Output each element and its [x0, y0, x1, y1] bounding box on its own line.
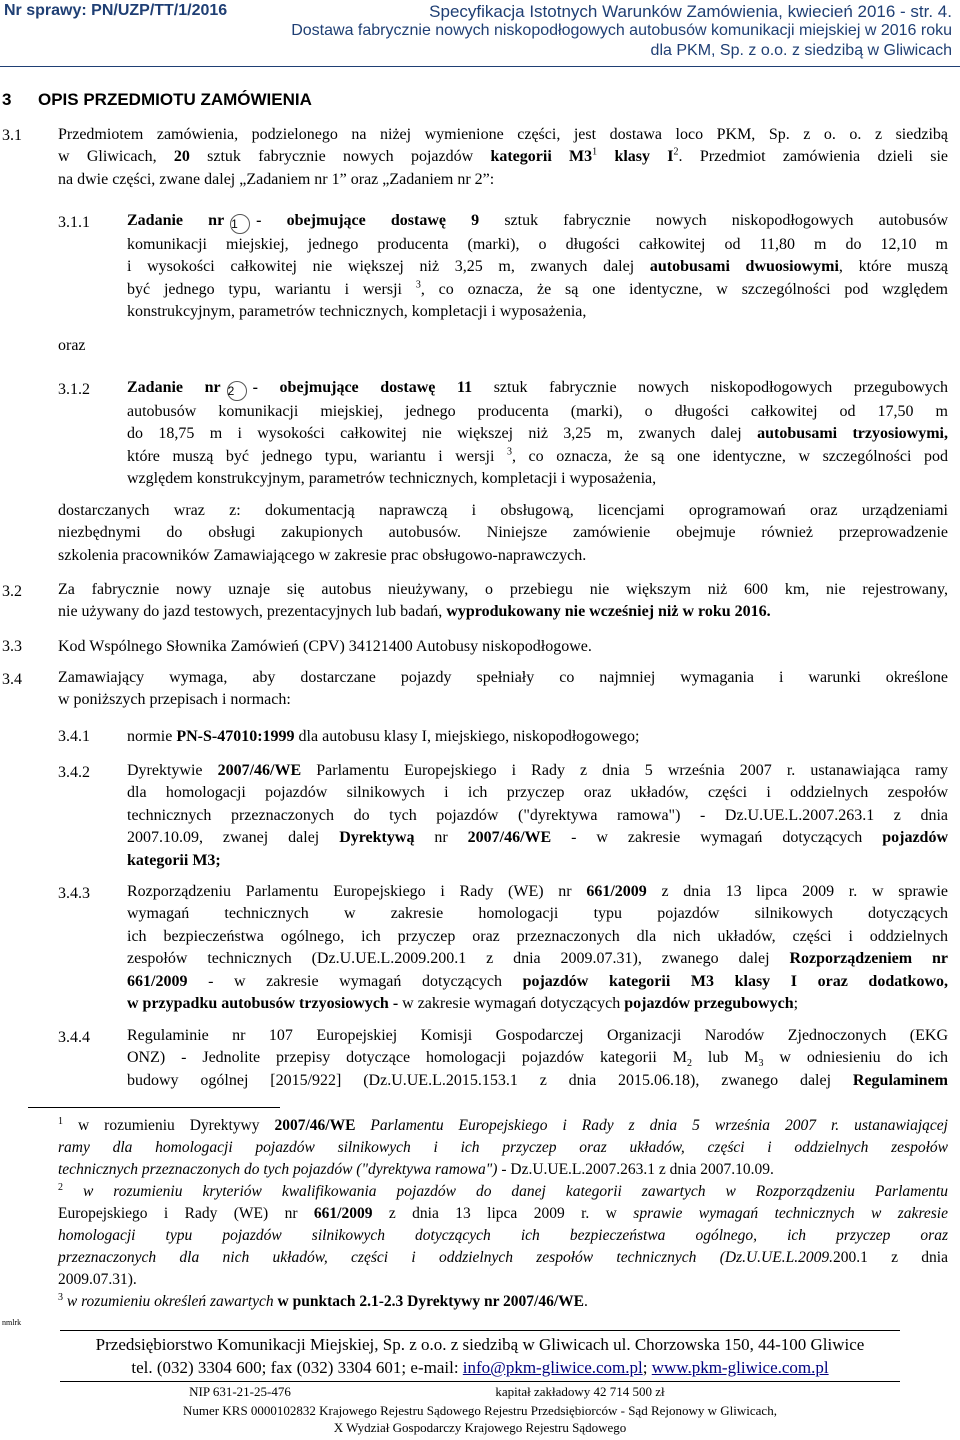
footnote-separator [28, 1107, 280, 1108]
p31-text: Przedmiotem zamówienia, podzielonego na niżej wymienione części, jest dostawa loco PKM, Sp. z o. o. z siedzibą w Gliwicach, 20 sztuk fabrycznie nowych pojazdów kategorii $M3^1$ klasy $I^2$. Przedmiot zamówienia dzieli sie na dwie części, zwane dalej „Zadaniem nr 1” oraz „Zadaniem nr 2”: [58, 126, 949, 188]
p342-number: 3.4.2 [58, 764, 90, 781]
number-one-circle-icon: 1 [230, 214, 250, 234]
footer-separator-2 [60, 1381, 900, 1382]
p34-text: Zamawiający wymaga, aby dostarczane pojazdy spełniały co najmniej wymagania i warunki określone w poniższych przepisach i normach: [58, 669, 948, 709]
number-two-circle-icon: 2 [227, 381, 247, 401]
p341-text: normie PN-S-47010:1999 dla autobusu klasy I, miejskiego, niskopodłogowego; [127, 728, 640, 745]
p31-number: 3.1 [2, 127, 22, 144]
footer-nip: NIP 631-21-25-476 [189, 1384, 291, 1399]
p342-text: Dyrektywie 2007/46/WE Parlamentu Europejskiego i Rady z dnia 5 września 2007 r. ustanawiająca ramy dla homologacji pojazdów silnikowych i ich przyczep oraz układów, części i oddzielnych zespołów technicznych przeznaczonych do tych pojazdów ("dyrektywa ramowa") - Dz.U.UE.L.2007.263.1 z dnia 2007.10.09, zwanej dalej Dyrektywą nr 2007/46/WE - w zakresie wymagań dotyczących pojazdów kategorii M3; [127, 762, 949, 869]
header-title: Specyfikacja Istotnych Warunków Zamówienia, kwiecień 2016 - str. 4. [429, 2, 952, 21]
p34-number: 3.4 [2, 671, 22, 688]
footnote-1: $^1$ w rozumieniu Dyrektywy 2007/46/WE Parlamentu Europejskiego i Rady z dnia 5 września 2007 r. ustanawiającej [58, 1115, 948, 1134]
small-mark: nmlrk [2, 1318, 22, 1327]
footer-krs-2: X Wydział Gospodarczy Krajowego Rejestru Sądowego [333, 1420, 627, 1435]
footer-company: Przedsiębiorstwo Komunikacji Miejskiej, Sp. z o.o. z siedzibą w Gliwicach ul. Chorzowska 150, 44-100 Gliwice [95, 1335, 865, 1354]
p32-number: 3.2 [2, 583, 22, 600]
z2-text: Zadanie nr 2 - obejmujące dostawę 11 sztuk fabrycznie nowych niskopodłogowych przegubowych autobusów komunikacji miejskiej, jednego producenta (marki), o długości całkowitej od 17,50 m do 18,75 m i wysokości całkowitej nie większej niż 3,25 m, zwanych dalej autobusami trzyosiowymi, które muszą być jednego typu, wariantu i wersji $^3$, co oznacza, że są one identyczne, w szczególności pod względem konstrukcyjnym, parametrów technicznych, kompletacji i wyposażenia, [127, 379, 949, 488]
oraz-label: oraz [58, 337, 86, 354]
case-number: Nr sprawy: PN/UZP/TT/1/2016 [4, 2, 228, 19]
footer-separator [60, 1330, 900, 1331]
p343-number: 3.4.3 [58, 885, 90, 902]
section-number: 3 [2, 90, 12, 109]
delivery-text: dostarczanych wraz z: dokumentacją naprawczą i obsługową, licencjami oprogramowań oraz urządzeniami niezbędnymi do obsługi zakupionych autobusów. Niniejsze zamówienie obejmuje również przeprowadzenie szkolenia pracowników Zamawiającego w zakresie prac obsługowo-naprawczych. [58, 502, 948, 564]
p344-number: 3.4.4 [58, 1029, 90, 1046]
p33-text: Kod Wspólnego Słownika Zamówień (CPV) 34121400 Autobusy niskopodłogowe. [58, 638, 592, 655]
p343-text: Rozporządzeniu Parlamentu Europejskiego i Rady (WE) nr 661/2009 z dnia 13 lipca 2009 r. w sprawie wymagań technicznych w zakresie homologacji typu pojazdów silnikowych dotyczących ich bezpieczeństwa ogólnego, ich przyczep oraz przeznaczonych dla nich układów, części i oddzielnych zespołów technicznych (Dz.U.UE.L.2009.200.1 z dnia 2009.07.31), zwanego dalej Rozporządzeniem nr 661/2009 - w zakresie wymagań dotyczących pojazdów kategorii M3 klasy I oraz dodatkowo, w przypadku autobusów trzyosiowych - w zakresie wymagań dotyczących pojazdów przegubowych; [127, 883, 948, 1013]
footer-krs: Numer KRS 0000102832 Krajowego Rejestru Sądowego Rejestru Przedsiębiorców - Sąd Rejonowy w Gliwicach, [183, 1403, 777, 1418]
footnote-2: $^2$ w rozumieniu kryteriów kwalifikowania pojazdów do danej kategorii zawartych w Rozporządzeniu Parlamentu [58, 1181, 948, 1200]
p32-text: Za fabrycznie nowy uznaje się autobus nieużywany, o przebiegu nie większym niż 600 km, nie rejestrowany, nie używany do jazd testowych, prezentacyjnych lub badań, wyprodukowany nie wcześniej niż w roku 2016. [58, 581, 948, 621]
p344-text: Regulaminie nr 107 Europejskiej Komisji Gospodarczej Organizacji Narodów Zjednoczonych (EKG ONZ) - Jednolite przepisy dotyczące homologacji pojazdów kategorii $M_2$ lub $M_3$ w odniesieniu do ich budowy ogólnej [2015/922] (Dz.U.UE.L.2015.153.1 z dnia 2015.06.18), zwanego dalej Regulaminem [127, 1027, 949, 1089]
z2-number: 3.1.2 [58, 381, 90, 398]
header-subtitle: Dostawa fabrycznie nowych niskopodłogowych autobusów komunikacji miejskiej w 2016 roku [291, 22, 952, 39]
footer-contact: tel. (032) 3304 600; fax (032) 3304 601; e-mail: info@pkm-gliwice.com.pl; www.pkm-gliwice.com.pl [131, 1358, 829, 1377]
z1-text: Zadanie nr 1 - obejmujące dostawę 9 sztuk fabrycznie nowych niskopodłogowych autobusów komunikacji miejskiej, jednego producenta (marki), o długości całkowitej od 11,80 m do 12,10 m i wysokości całkowitej nie większej niż 3,25 m, zwanych dalej autobusami dwuosiowymi, które muszą być jednego typu, wariantu i wersji $^3$, co oznacza, że są one identyczne, w szczególności pod względem konstrukcyjnym, parametrów technicznych, kompletacji i wyposażenia, [127, 212, 949, 321]
footer-capital: kapitał zakładowy 42 714 500 zł [495, 1384, 665, 1399]
section-title: OPIS PRZEDMIOTU ZAMÓWIENIA [38, 90, 312, 109]
p33-number: 3.3 [2, 638, 22, 655]
footnote-3: $^3$ w rozumieniu określeń zawartych w punktach 2.1-2.3 Dyrektywy nr 2007/46/WE. [58, 1291, 588, 1310]
footnotes: $^1$ w rozumieniu Dyrektywy 2007/46/WE Parlamentu Europejskiego i Rady z dnia 5 września 2007 r. ustanawiającej ramy dla homologacji pojazdów silnikowych i ich przyczep oraz układów, części i oddzielnych zespołów technicznych przeznaczonych do tych pojazdów ("dyrektywa ramowa") - Dz.U.UE.L.2007.263.1 z dnia 2007.10.09. $^2$ w rozumieniu kryteriów kwalifikowania pojazdów do danej kategorii zawartych w Rozporządzeniu Parlamentu Europejskiego i Rady (WE) nr 661/2009 z dnia 13 lipca 2009 r. w sprawie wymagań technicznych w zakresie homologacji typu pojazdów silnikowych dotyczących ich bezpieczeństwa ogólnego, ich przyczep oraz przeznaczonych dla nich układów, części i oddzielnych zespołów technicznych (Dz.U.UE.L.2009.200.1 z dnia 2009.07.31). $^3$ w rozumieniu określeń zawartych w punktach 2.1-2.3 Dyrektywy nr 2007/46/WE. [58, 1115, 948, 1313]
z1-number: 3.1.1 [58, 214, 90, 231]
header-subtitle-2: dla PKM, Sp. z o.o. z siedzibą w Gliwicach [650, 42, 952, 59]
website-link[interactable]: www.pkm-gliwice.com.pl [651, 1358, 829, 1377]
page-header [0, 0, 960, 67]
email-link[interactable]: info@pkm-gliwice.com.pl [462, 1358, 643, 1377]
p341-number: 3.4.1 [58, 728, 90, 745]
